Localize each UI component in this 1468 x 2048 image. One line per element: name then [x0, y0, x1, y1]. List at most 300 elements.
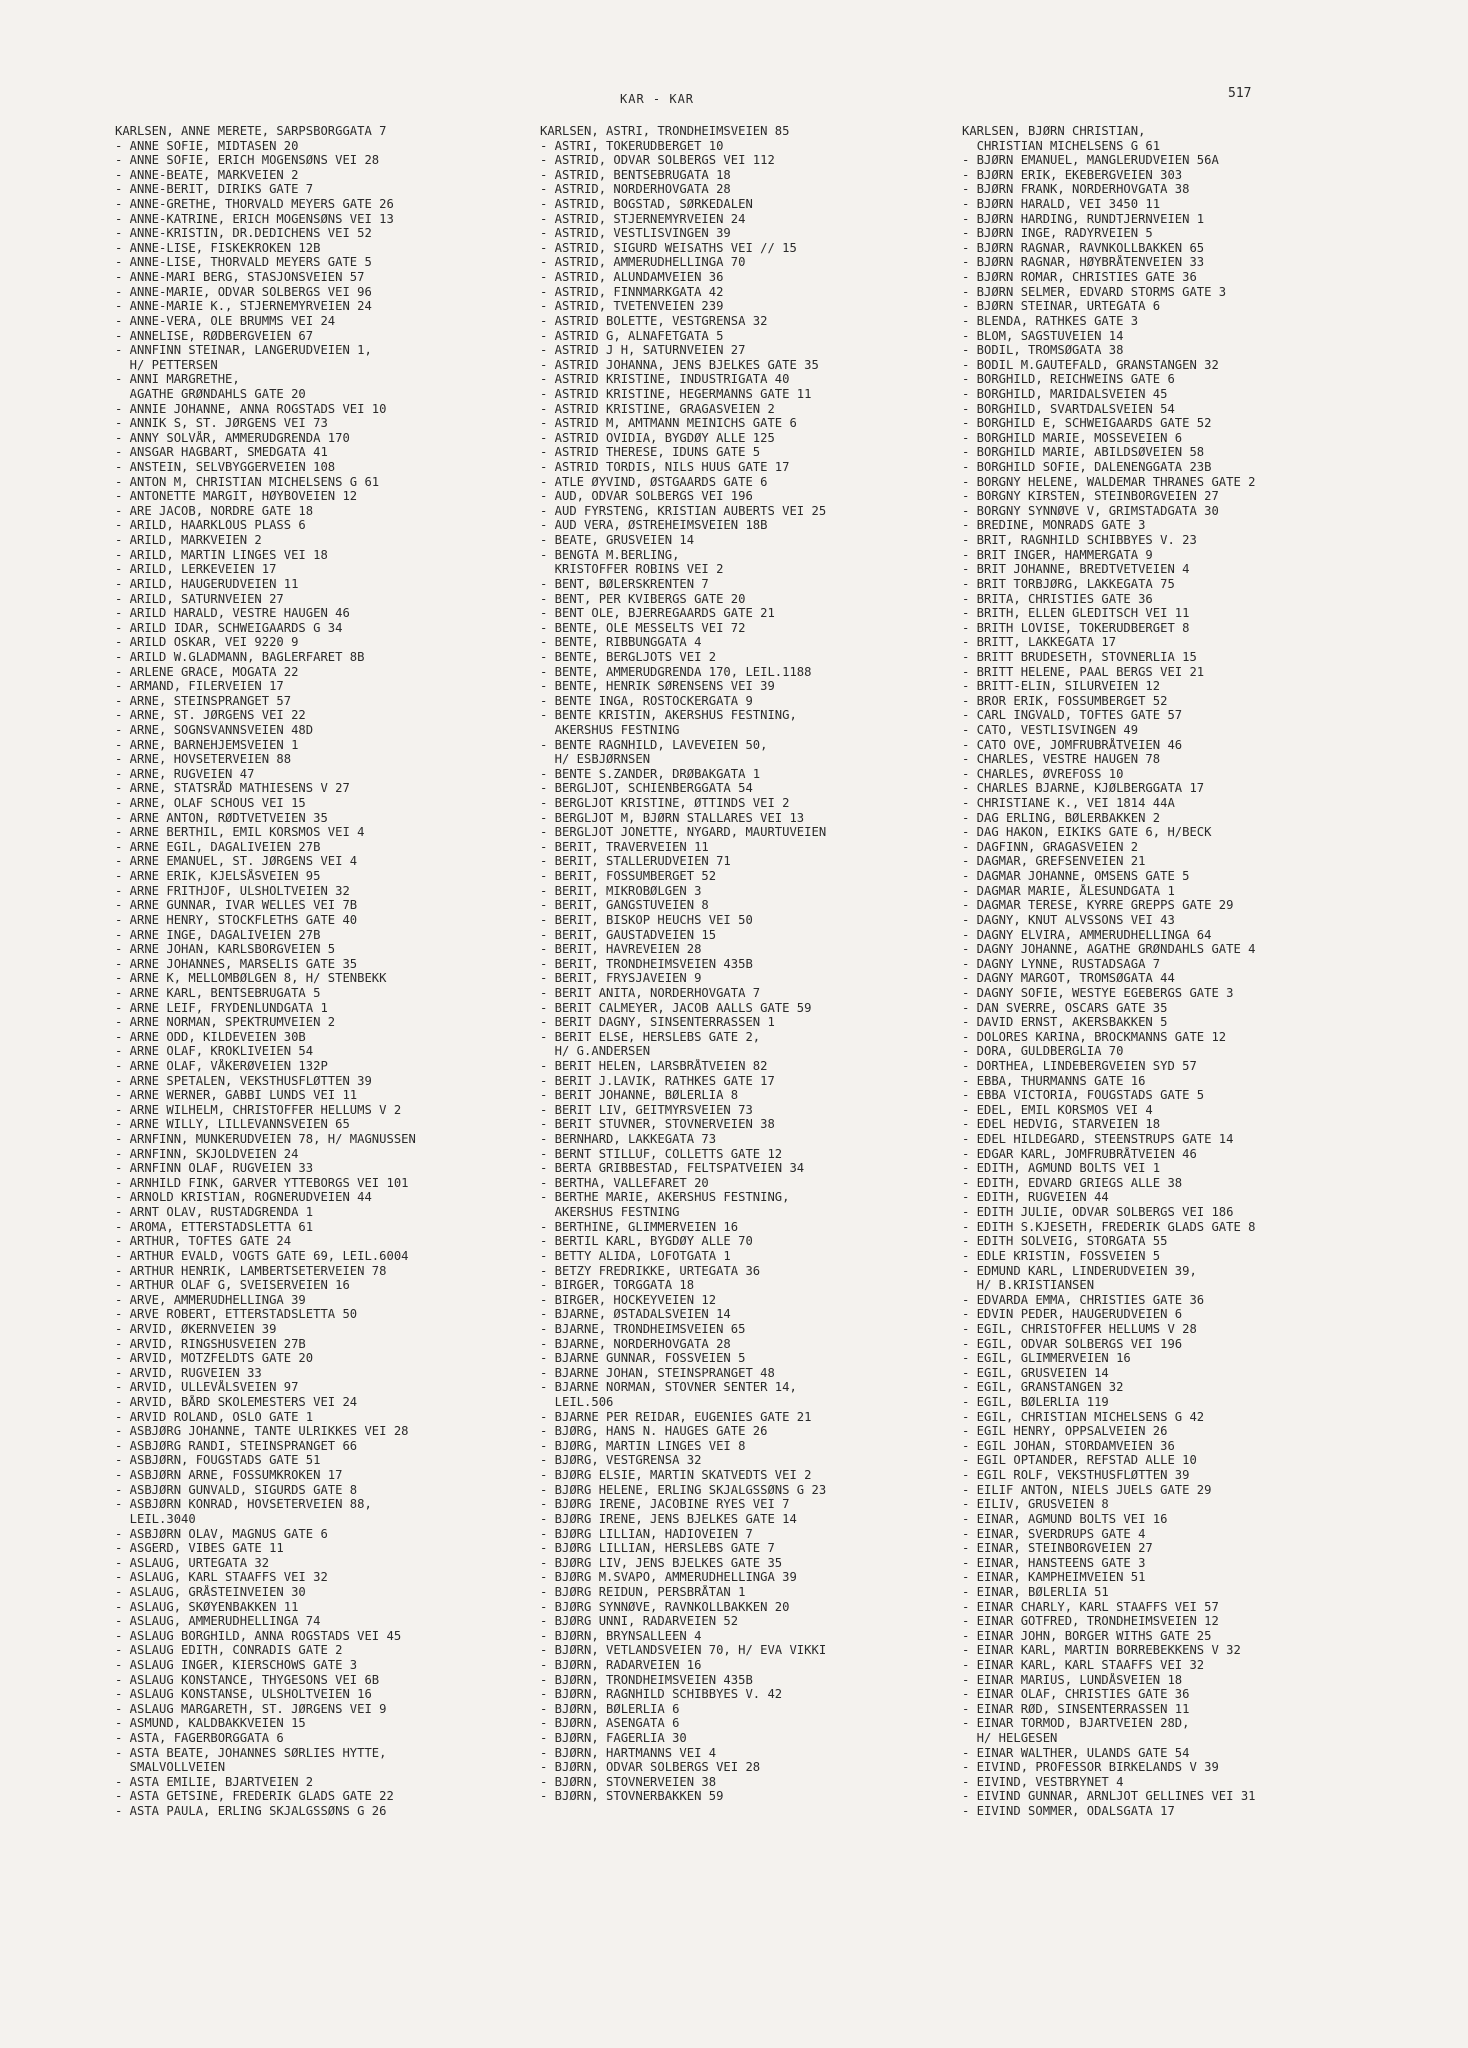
directory-entry-line: - ARNE, BARNEHJEMSVEIEN 1	[115, 737, 299, 752]
directory-entry-line: - ARVID, RINGSHUSVEIEN 27B	[115, 1336, 306, 1351]
directory-entry-line: AKERSHUS FESTNING	[540, 1205, 680, 1220]
directory-entry-line: - BRITT, LAKKEGATA 17	[962, 635, 1117, 650]
directory-entry-line: - EDITH, EDVARD GRIEGS ALLE 38	[962, 1175, 1183, 1190]
directory-entry-line: - BJØRN FRANK, NORDERHOVGATA 38	[962, 182, 1190, 197]
directory-entry-line: - ANSGAR HAGBART, SMEDGATA 41	[115, 445, 328, 460]
directory-entry-line: - ARNHILD FINK, GARVER YTTEBORGS VEI 101	[115, 1175, 409, 1190]
directory-entry-line: - EINAR CHARLY, KARL STAAFFS VEI 57	[962, 1599, 1219, 1614]
directory-entry-line: - EDGAR KARL, JOMFRUBRÅTVEIEN 46	[962, 1146, 1197, 1161]
directory-entry-line: - BIRGER, TORGGATA 18	[540, 1278, 695, 1293]
directory-entry-line: - EBBA, THURMANNS GATE 16	[962, 1073, 1146, 1088]
directory-entry-line: - DAGMAR TERESE, KYRRE GREPPS GATE 29	[962, 898, 1234, 913]
directory-entry-line: KARLSEN, ASTRI, TRONDHEIMSVEIEN 85	[540, 124, 790, 138]
directory-entry-line: - ARNE OLAF, KROKLIVEIEN 54	[115, 1044, 314, 1059]
directory-entry-line: - ANNE-MARI BERG, STASJONSVEIEN 57	[115, 270, 365, 285]
directory-entry-line: - CARL INGVALD, TOFTES GATE 57	[962, 708, 1183, 723]
directory-entry-line: - BORGHILD MARIE, MOSSEVEIEN 6	[962, 430, 1183, 445]
directory-entry-line: - DAG ERLING, BØLERBAKKEN 2	[962, 810, 1161, 825]
directory-entry-line: - ANNELISE, RØDBERGVEIEN 67	[115, 328, 314, 343]
directory-entry-line: - ATLE ØYVIND, ØSTGAARDS GATE 6	[540, 474, 768, 489]
directory-entry-line: - BERIT JOHANNE, BØLERLIA 8	[540, 1088, 739, 1103]
directory-entry-line: - ARILD OSKAR, VEI 9220 9	[115, 635, 299, 650]
directory-entry-line: - BJARNE JOHAN, STEINSPRANGET 48	[540, 1365, 775, 1380]
directory-entry-line: - BJØRN, VETLANDSVEIEN 70, H/ EVA VIKKI	[540, 1643, 827, 1658]
directory-entry-line: - ARNE ODD, KILDEVEIEN 30B	[115, 1029, 306, 1044]
directory-entry-line: - ANTONETTE MARGIT, HØYBOVEIEN 12	[115, 489, 358, 504]
directory-column-2	[540, 124, 960, 1804]
directory-entry-line: - BORGHILD, MARIDALSVEIEN 45	[962, 386, 1168, 401]
directory-entry-line: - AROMA, ETTERSTADSLETTA 61	[115, 1219, 314, 1234]
directory-entry-line: - BJØRN HARDING, RUNDTJERNVEIEN 1	[962, 211, 1205, 226]
directory-entry-line: KARLSEN, ANNE MERETE, SARPSBORGGATA 7	[115, 124, 387, 138]
directory-entry-line: - BODIL, TROMSØGATA 38	[962, 343, 1124, 358]
directory-entry-line: - EGIL, GRANSTANGEN 32	[962, 1380, 1124, 1395]
directory-entry-line: - ANNE-MARIE K., STJERNEMYRVEIEN 24	[115, 299, 372, 314]
directory-entry-line: - ARLENE GRACE, MOGATA 22	[115, 664, 299, 679]
directory-entry-line: - BENTE RAGNHILD, LAVEVEIEN 50,	[540, 737, 768, 752]
directory-entry-line: - ASGERD, VIBES GATE 11	[115, 1541, 284, 1556]
directory-entry-line: - ASLAUG EDITH, CONRADIS GATE 2	[115, 1643, 343, 1658]
directory-entry-line: - ASTRID, TVETENVEIEN 239	[540, 299, 724, 314]
directory-entry-line: - BENTE KRISTIN, AKERSHUS FESTNING,	[540, 708, 797, 723]
directory-entry-line: - BJØRN, RAGNHILD SCHIBBYES V. 42	[540, 1687, 783, 1702]
directory-entry-line: - EDITH, RUGVEIEN 44	[962, 1190, 1109, 1205]
directory-entry-line: - BJØRN SELMER, EDVARD STORMS GATE 3	[962, 284, 1227, 299]
directory-entry-line: - BJARNE, TRONDHEIMSVEIEN 65	[540, 1321, 746, 1336]
directory-entry-line: - BJØRG REIDUN, PERSBRÅTAN 1	[540, 1584, 746, 1599]
directory-column-3	[962, 124, 1412, 1819]
directory-entry-line: - BJØRG LIV, JENS BJELKES GATE 35	[540, 1555, 783, 1570]
directory-entry-line: - BERIT ANITA, NORDERHOVGATA 7	[540, 985, 761, 1000]
directory-entry-line: - ASLAUG, SKØYENBAKKEN 11	[115, 1599, 299, 1614]
directory-entry-line: - EDMUND KARL, LINDERUDVEIEN 39,	[962, 1263, 1197, 1278]
directory-entry-line: KARLSEN, BJØRN CHRISTIAN,	[962, 124, 1146, 138]
directory-entry-line: - ARNE, OLAF SCHOUS VEI 15	[115, 796, 306, 811]
directory-entry-line: AGATHE GRØNDAHLS GATE 20	[115, 386, 306, 401]
directory-entry-line: - ARMAND, FILERVEIEN 17	[115, 679, 284, 694]
directory-entry-line: - DAG HAKON, EIKIKS GATE 6, H/BECK	[962, 825, 1212, 840]
directory-entry-line: - DAGMAR JOHANNE, OMSENS GATE 5	[962, 869, 1190, 884]
directory-entry-line: - BJØRN RAGNAR, RAVNKOLLBAKKEN 65	[962, 240, 1205, 255]
directory-entry-line: - ARNE SPETALEN, VEKSTHUSFLØTTEN 39	[115, 1073, 372, 1088]
directory-entry-line: KRISTOFFER ROBINS VEI 2	[540, 562, 724, 577]
directory-entry-line: - BERTHE MARIE, AKERSHUS FESTNING,	[540, 1190, 790, 1205]
directory-entry-line: - ASTRID, NORDERHOVGATA 28	[540, 182, 731, 197]
directory-entry-line: - BERIT CALMEYER, JACOB AALLS GATE 59	[540, 1000, 812, 1015]
directory-entry-line: - ARNE, RUGVEIEN 47	[115, 766, 255, 781]
directory-entry-line: - BERIT ELSE, HERSLEBS GATE 2,	[540, 1029, 761, 1044]
directory-entry-line: - BORGHILD MARIE, ABILDSØVEIEN 58	[962, 445, 1205, 460]
directory-entry-line: - DAGFINN, GRAGASVEIEN 2	[962, 839, 1139, 854]
directory-entry-line: - ANNE-KATRINE, ERICH MOGENSØNS VEI 13	[115, 211, 394, 226]
directory-entry-line: - CHARLES, VESTRE HAUGEN 78	[962, 752, 1161, 767]
directory-entry-line: - BERIT, GAUSTADVEIEN 15	[540, 927, 717, 942]
directory-entry-line: - BERIT, FRYSJAVEIEN 9	[540, 971, 702, 986]
directory-entry-line: - BJØRN ROMAR, CHRISTIES GATE 36	[962, 270, 1197, 285]
directory-entry-line: - ARNE KARL, BENTSEBRUGATA 5	[115, 985, 321, 1000]
directory-entry-line: - BORGHILD, REICHWEINS GATE 6	[962, 372, 1175, 387]
directory-entry-line: - ARNFINN, SKJOLDVEIEN 24	[115, 1146, 299, 1161]
directory-entry-line: - ASTRID OVIDIA, BYGDØY ALLE 125	[540, 430, 775, 445]
directory-entry-line: - ASBJØRN, FOUGSTADS GATE 51	[115, 1453, 321, 1468]
directory-entry-line: - CHARLES, ØVREFOSS 10	[962, 766, 1124, 781]
directory-entry-line: - ARNE WILHELM, CHRISTOFFER HELLUMS V 2	[115, 1102, 402, 1117]
directory-entry-line: - BJØRN, FAGERLIA 30	[540, 1731, 687, 1746]
directory-entry-line: - BRITH LOVISE, TOKERUDBERGET 8	[962, 620, 1190, 635]
directory-entry-line: - EDITH SOLVEIG, STORGATA 55	[962, 1234, 1168, 1249]
directory-entry-line: H/ B.KRISTIANSEN	[962, 1278, 1095, 1293]
directory-entry-line: - ARNE BERTHIL, EMIL KORSMOS VEI 4	[115, 825, 365, 840]
directory-entry-line: - BENTE INGA, ROSTOCKERGATA 9	[540, 693, 753, 708]
directory-entry-line: - BENGTA M.BERLING,	[540, 547, 680, 562]
directory-entry-line: - EDVIN PEDER, HAUGERUDVEIEN 6	[962, 1307, 1183, 1322]
directory-entry-line: - ASTRI, TOKERUDBERGET 10	[540, 138, 724, 153]
directory-entry-line: - BJØRG IRENE, JENS BJELKES GATE 14	[540, 1511, 797, 1526]
directory-entry-line: - BLOM, SAGSTUVEIEN 14	[962, 328, 1124, 343]
directory-entry-line: - ARVID, BÅRD SKOLEMESTERS VEI 24	[115, 1395, 358, 1410]
directory-entry-line: - ASLAUG INGER, KIERSCHOWS GATE 3	[115, 1657, 358, 1672]
directory-entry-line: - EGIL, CHRISTOFFER HELLUMS V 28	[962, 1321, 1197, 1336]
directory-entry-line: - ARNE ERIK, KJELSÅSVEIEN 95	[115, 869, 321, 884]
directory-entry-line: - BORGHILD, SVARTDALSVEIEN 54	[962, 401, 1175, 416]
directory-entry-line: - DAGNY LYNNE, RUSTADSAGA 7	[962, 956, 1161, 971]
directory-entry-line: - BERIT, TRONDHEIMSVEIEN 435B	[540, 956, 753, 971]
directory-entry-line: - ASTRID JOHANNA, JENS BJELKES GATE 35	[540, 357, 819, 372]
directory-entry-line: - ARVE ROBERT, ETTERSTADSLETTA 50	[115, 1307, 358, 1322]
directory-entry-line: - ASTRID, AMMERUDHELLINGA 70	[540, 255, 746, 270]
directory-entry-line: - ASLAUG, GRÅSTEINVEIEN 30	[115, 1584, 306, 1599]
directory-entry-line: - EIVIND GUNNAR, ARNLJOT GELLINES VEI 31	[962, 1789, 1256, 1804]
directory-entry-line: - ARNT OLAV, RUSTADGRENDA 1	[115, 1205, 314, 1220]
directory-entry-line: - BERIT, GANGSTUVEIEN 8	[540, 898, 709, 913]
directory-entry-line: - ARNE K, MELLOMBØLGEN 8, H/ STENBEKK	[115, 971, 387, 986]
directory-entry-line: - ASTRID KRISTINE, HEGERMANNS GATE 11	[540, 386, 812, 401]
directory-entry-line: - BENT, BØLERSKRENTEN 7	[540, 576, 709, 591]
directory-entry-line: - ARNE FRITHJOF, ULSHOLTVEIEN 32	[115, 883, 350, 898]
directory-entry-line: - CATO OVE, JOMFRUBRÅTVEIEN 46	[962, 737, 1183, 752]
directory-entry-line: - BJARNE GUNNAR, FOSSVEIEN 5	[540, 1351, 746, 1366]
directory-entry-line: - CATO, VESTLISVINGEN 49	[962, 722, 1139, 737]
directory-entry-line: - BENTE, HENRIK SØRENSENS VEI 39	[540, 679, 775, 694]
directory-entry-line: - BENTE S.ZANDER, DRØBAKGATA 1	[540, 766, 761, 781]
directory-entry-line: - BJØRN, ODVAR SOLBERGS VEI 28	[540, 1760, 761, 1775]
directory-entry-line: - ASLAUG, KARL STAAFFS VEI 32	[115, 1570, 328, 1585]
directory-entry-line: - ASTRID, ALUNDAMVEIEN 36	[540, 270, 724, 285]
directory-entry-line: - BENTE, OLE MESSELTS VEI 72	[540, 620, 746, 635]
directory-entry-line: - EDITH JULIE, ODVAR SOLBERGS VEI 186	[962, 1205, 1234, 1220]
directory-entry-line: H/ PETTERSEN	[115, 357, 218, 372]
directory-entry-line: - BETTY ALIDA, LOFOTGATA 1	[540, 1248, 731, 1263]
directory-entry-line: - EDEL HEDVIG, STARVEIEN 18	[962, 1117, 1161, 1132]
directory-entry-line: - EIVIND SOMMER, ODALSGATA 17	[962, 1804, 1175, 1819]
directory-entry-line: - BJØRG HELENE, ERLING SKJALGSSØNS G 23	[540, 1482, 827, 1497]
directory-entry-line: - ARNE, ST. JØRGENS VEI 22	[115, 708, 306, 723]
directory-entry-line: - AUD FYRSTENG, KRISTIAN AUBERTS VEI 25	[540, 503, 827, 518]
directory-entry-line: - BJØRN EMANUEL, MANGLERUDVEIEN 56A	[962, 153, 1219, 168]
directory-entry-line: - BJØRG LILLIAN, HERSLEBS GATE 7	[540, 1541, 775, 1556]
directory-entry-line: - EINAR JOHN, BORGER WITHS GATE 25	[962, 1628, 1212, 1643]
directory-entry-line: - BERTHA, VALLEFARET 20	[540, 1175, 709, 1190]
directory-entry-line: - DAGMAR MARIE, ÅLESUNDGATA 1	[962, 883, 1175, 898]
directory-entry-line: - BJØRN RAGNAR, HØYBRÅTENVEIEN 33	[962, 255, 1205, 270]
directory-entry-line: - EILIV, GRUSVEIEN 8	[962, 1497, 1109, 1512]
directory-entry-line: - EINAR TORMOD, BJARTVEIEN 28D,	[962, 1716, 1190, 1731]
directory-entry-line: H/ HELGESEN	[962, 1731, 1058, 1746]
directory-entry-line: - ARILD, HAARKLOUS PLASS 6	[115, 518, 306, 533]
directory-entry-line: - ARILD W.GLADMANN, BAGLERFARET 8B	[115, 649, 365, 664]
directory-entry-line: - BJØRN, STOVNERBAKKEN 59	[540, 1789, 724, 1804]
directory-entry-line: - BJØRN, STOVNERVEIEN 38	[540, 1774, 717, 1789]
directory-entry-line: - BERIT, BISKOP HEUCHS VEI 50	[540, 912, 753, 927]
directory-entry-line: - ARVID, MOTZFELDTS GATE 20	[115, 1351, 314, 1366]
directory-entry-line: - BJØRG M.SVAPO, AMMERUDHELLINGA 39	[540, 1570, 797, 1585]
directory-entry-line: - ASTA, FAGERBORGGATA 6	[115, 1731, 284, 1746]
directory-entry-line: - ARNE, HOVSETERVEIEN 88	[115, 752, 292, 767]
directory-entry-line: - ASLAUG MARGARETH, ST. JØRGENS VEI 9	[115, 1701, 387, 1716]
directory-entry-line: - ARNE EGIL, DAGALIVEIEN 27B	[115, 839, 321, 854]
directory-entry-line: - ANNI MARGRETHE,	[115, 372, 240, 387]
directory-entry-line: - BJARNE NORMAN, STOVNER SENTER 14,	[540, 1380, 797, 1395]
directory-entry-line: - ANNIE JOHANNE, ANNA ROGSTADS VEI 10	[115, 401, 387, 416]
directory-entry-line: - ASLAUG KONSTANSE, ULSHOLTVEIEN 16	[115, 1687, 372, 1702]
directory-entry-line: - ARILD, HAUGERUDVEIEN 11	[115, 576, 299, 591]
directory-entry-line: - BRITA, CHRISTIES GATE 36	[962, 591, 1153, 606]
directory-entry-line: LEIL.506	[540, 1395, 614, 1410]
directory-entry-line: - ARNE EMANUEL, ST. JØRGENS VEI 4	[115, 854, 358, 869]
directory-entry-line: - BJØRN HARALD, VEI 3450 11	[962, 197, 1161, 212]
directory-entry-line: H/ G.ANDERSEN	[540, 1044, 651, 1059]
directory-entry-line: - ARVID ROLAND, OSLO GATE 1	[115, 1409, 314, 1424]
directory-entry-line: - EDITH, AGMUND BOLTS VEI 1	[962, 1161, 1161, 1176]
directory-entry-line: - BJØRG, HANS N. HAUGES GATE 26	[540, 1424, 768, 1439]
directory-entry-line: - BERNHARD, LAKKEGATA 73	[540, 1132, 717, 1147]
directory-entry-line: - ANNE-LISE, THORVALD MEYERS GATE 5	[115, 255, 372, 270]
directory-entry-line: CHRISTIAN MICHELSENS G 61	[962, 138, 1161, 153]
directory-entry-line: - EINAR MARIUS, LUNDÅSVEIEN 18	[962, 1672, 1183, 1687]
directory-entry-line: - ARNE GUNNAR, IVAR WELLES VEI 7B	[115, 898, 358, 913]
directory-entry-line: - BERTIL KARL, BYGDØY ALLE 70	[540, 1234, 753, 1249]
directory-entry-line: - BJØRG UNNI, RADARVEIEN 52	[540, 1614, 739, 1629]
directory-entry-line: - ARNE WILLY, LILLEVANNSVEIEN 65	[115, 1117, 350, 1132]
directory-entry-line: - ARNE INGE, DAGALIVEIEN 27B	[115, 927, 321, 942]
directory-entry-line: - ASTRID THERESE, IDUNS GATE 5	[540, 445, 761, 460]
directory-entry-line: - DORA, GULDBERGLIA 70	[962, 1044, 1124, 1059]
directory-entry-line: - ASBJØRG JOHANNE, TANTE ULRIKKES VEI 28	[115, 1424, 409, 1439]
directory-entry-line: - ARTHUR EVALD, VOGTS GATE 69, LEIL.6004	[115, 1248, 409, 1263]
directory-column-1	[115, 124, 535, 1819]
directory-entry-line: - ASTRID, STJERNEMYRVEIEN 24	[540, 211, 746, 226]
directory-entry-line: - EDLE KRISTIN, FOSSVEIEN 5	[962, 1248, 1161, 1263]
directory-entry-line: - ARNOLD KRISTIAN, ROGNERUDVEIEN 44	[115, 1190, 372, 1205]
directory-entry-line: - BRIT, RAGNHILD SCHIBBYES V. 23	[962, 533, 1197, 548]
directory-entry-line: - ANNE-LISE, FISKEKROKEN 12B	[115, 240, 321, 255]
directory-entry-line: - BJARNE, ØSTADALSVEIEN 14	[540, 1307, 731, 1322]
directory-entry-line: - ARNE JOHAN, KARLSBORGVEIEN 5	[115, 942, 336, 957]
directory-entry-line: - BROR ERIK, FOSSUMBERGET 52	[962, 693, 1168, 708]
directory-entry-line: - ANNIK S, ST. JØRGENS VEI 73	[115, 416, 328, 431]
directory-entry-line: - ASLAUG, AMMERUDHELLINGA 74	[115, 1614, 321, 1629]
directory-entry-line: - EGIL, BØLERLIA 119	[962, 1395, 1109, 1410]
directory-entry-line: - BERNT STILLUF, COLLETTS GATE 12	[540, 1146, 783, 1161]
directory-entry-line: - BRITT HELENE, PAAL BERGS VEI 21	[962, 664, 1205, 679]
directory-entry-line: - BORGNY SYNNØVE V, GRIMSTADGATA 30	[962, 503, 1219, 518]
directory-entry-line: - DAGMAR, GREFSENVEIEN 21	[962, 854, 1146, 869]
directory-entry-line: - ANNE-GRETHE, THORVALD MEYERS GATE 26	[115, 197, 394, 212]
directory-entry-line: - ANTON M, CHRISTIAN MICHELSENS G 61	[115, 474, 380, 489]
directory-entry-line: - BJØRG SYNNØVE, RAVNKOLLBAKKEN 20	[540, 1599, 790, 1614]
directory-entry-line: - EINAR, BØLERLIA 51	[962, 1584, 1109, 1599]
directory-entry-line: - BREDINE, MONRADS GATE 3	[962, 518, 1146, 533]
directory-entry-line: - BERIT, MIKROBØLGEN 3	[540, 883, 702, 898]
directory-entry-line: - BERIT DAGNY, SINSENTERRASSEN 1	[540, 1015, 775, 1030]
directory-entry-line: - BJØRG, VESTGRENSA 32	[540, 1453, 702, 1468]
directory-entry-line: - EGIL OPTANDER, REFSTAD ALLE 10	[962, 1453, 1197, 1468]
directory-entry-line: - EINAR, SVERDRUPS GATE 4	[962, 1526, 1146, 1541]
directory-entry-line: - BERIT LIV, GEITMYRSVEIEN 73	[540, 1102, 753, 1117]
directory-entry-line: - ANNY SOLVÅR, AMMERUDGRENDA 170	[115, 430, 350, 445]
directory-entry-line: - ANNE SOFIE, ERICH MOGENSØNS VEI 28	[115, 153, 380, 168]
directory-entry-line: - EINAR OLAF, CHRISTIES GATE 36	[962, 1687, 1190, 1702]
directory-entry-line: - EINAR WALTHER, ULANDS GATE 54	[962, 1745, 1190, 1760]
directory-entry-line: - ASTRID BOLETTE, VESTGRENSA 32	[540, 313, 768, 328]
directory-entry-line: - ASTRID, BOGSTAD, SØRKEDALEN	[540, 197, 753, 212]
directory-entry-line: - BENT, PER KVIBERGS GATE 20	[540, 591, 746, 606]
directory-entry-line: - ANNE-VERA, OLE BRUMMS VEI 24	[115, 313, 336, 328]
directory-entry-line: - BRIT TORBJØRG, LAKKEGATA 75	[962, 576, 1175, 591]
directory-entry-line: - BJØRG LILLIAN, HADIOVEIEN 7	[540, 1526, 753, 1541]
directory-entry-line: - ASBJØRG RANDI, STEINSPRANGET 66	[115, 1438, 358, 1453]
directory-entry-line: - BJØRG, MARTIN LINGES VEI 8	[540, 1438, 746, 1453]
directory-entry-line: - ARILD, SATURNVEIEN 27	[115, 591, 284, 606]
directory-entry-line: - BORGHILD SOFIE, DALENENGGATA 23B	[962, 460, 1212, 475]
directory-entry-line: - BJØRN, BØLERLIA 6	[540, 1701, 680, 1716]
directory-entry-line: - ASTRID, FINNMARKGATA 42	[540, 284, 724, 299]
directory-entry-line: - ASTRID, SIGURD WEISATHS VEI // 15	[540, 240, 797, 255]
directory-entry-line: - BETZY FREDRIKKE, URTEGATA 36	[540, 1263, 761, 1278]
directory-entry-line: - BRIT JOHANNE, BREDTVETVEIEN 4	[962, 562, 1190, 577]
directory-entry-line: - EGIL, GLIMMERVEIEN 16	[962, 1351, 1131, 1366]
directory-entry-line: - ASBJØRN OLAV, MAGNUS GATE 6	[115, 1526, 328, 1541]
directory-entry-line: - BLENDA, RATHKES GATE 3	[962, 313, 1139, 328]
directory-entry-line: AKERSHUS FESTNING	[540, 722, 680, 737]
directory-entry-line: - ANNE-BERIT, DIRIKS GATE 7	[115, 182, 314, 197]
directory-entry-line: - ASTA GETSINE, FREDERIK GLADS GATE 22	[115, 1789, 394, 1804]
directory-entry-line: - EGIL ROLF, VEKSTHUSFLØTTEN 39	[962, 1468, 1190, 1483]
directory-entry-line: - BERGLJOT M, BJØRN STALLARES VEI 13	[540, 810, 805, 825]
directory-entry-line: - EINAR, KAMPHEIMVEIEN 51	[962, 1570, 1146, 1585]
directory-entry-line: - EINAR GOTFRED, TRONDHEIMSVEIEN 12	[962, 1614, 1219, 1629]
directory-entry-line: - ASTRID KRISTINE, INDUSTRIGATA 40	[540, 372, 790, 387]
directory-entry-line: - ARNE, SOGNSVANNSVEIEN 48D	[115, 722, 314, 737]
directory-entry-line: - EILIF ANTON, NIELS JUELS GATE 29	[962, 1482, 1212, 1497]
directory-entry-line: - ARNFINN OLAF, RUGVEIEN 33	[115, 1161, 314, 1176]
directory-entry-line: - ASBJØRN ARNE, FOSSUMKROKEN 17	[115, 1468, 343, 1483]
directory-entry-line: - ARTHUR OLAF G, SVEISERVEIEN 16	[115, 1278, 350, 1293]
directory-entry-line: - DAGNY, KNUT ALVSSONS VEI 43	[962, 912, 1175, 927]
directory-entry-line: - ARILD HARALD, VESTRE HAUGEN 46	[115, 606, 350, 621]
directory-entry-line: - BJØRN INGE, RADYRVEIEN 5	[962, 226, 1153, 241]
page-number: 517	[1228, 86, 1252, 101]
directory-entry-line: - ANNFINN STEINAR, LANGERUDVEIEN 1,	[115, 343, 372, 358]
directory-entry-line: - ARE JACOB, NORDRE GATE 18	[115, 503, 314, 518]
directory-entry-line: - BJØRN, RADARVEIEN 16	[540, 1657, 702, 1672]
directory-entry-line: - EGIL, CHRISTIAN MICHELSENS G 42	[962, 1409, 1205, 1424]
directory-entry-line: - BERGLJOT KRISTINE, ØTTINDS VEI 2	[540, 796, 790, 811]
directory-entry-line: - ARVE, AMMERUDHELLINGA 39	[115, 1292, 306, 1307]
directory-entry-line: - DAGNY SOFIE, WESTYE EGEBERGS GATE 3	[962, 985, 1234, 1000]
directory-entry-line: - DAGNY MARGOT, TROMSØGATA 44	[962, 971, 1175, 986]
directory-entry-line: - EGIL, ODVAR SOLBERGS VEI 196	[962, 1336, 1183, 1351]
directory-entry-line: - ARNE WERNER, GABBI LUNDS VEI 11	[115, 1088, 358, 1103]
directory-entry-line: - CHRISTIANE K., VEI 1814 44A	[962, 796, 1175, 811]
directory-entry-line: - BERGLJOT, SCHIENBERGGATA 54	[540, 781, 753, 796]
directory-entry-line: - ARNE ANTON, RØDTVETVEIEN 35	[115, 810, 328, 825]
directory-entry-line: - BJARNE, NORDERHOVGATA 28	[540, 1336, 731, 1351]
directory-entry-line: - EIVIND, PROFESSOR BIRKELANDS V 39	[962, 1760, 1219, 1775]
directory-entry-line: - ASTRID J H, SATURNVEIEN 27	[540, 343, 746, 358]
directory-entry-line: - ARNE JOHANNES, MARSELIS GATE 35	[115, 956, 358, 971]
directory-entry-line: - DAVID ERNST, AKERSBAKKEN 5	[962, 1015, 1168, 1030]
directory-entry-line: - ANNE SOFIE, MIDTASEN 20	[115, 138, 299, 153]
directory-entry-line: - EINAR, STEINBORGVEIEN 27	[962, 1541, 1153, 1556]
directory-entry-line: - EBBA VICTORIA, FOUGSTADS GATE 5	[962, 1088, 1205, 1103]
directory-entry-line: - ARILD IDAR, SCHWEIGAARDS G 34	[115, 620, 343, 635]
directory-entry-line: - ARNE HENRY, STOCKFLETHS GATE 40	[115, 912, 358, 927]
directory-entry-line: - EDITH S.KJESETH, FREDERIK GLADS GATE 8	[962, 1219, 1256, 1234]
directory-entry-line: - EINAR KARL, KARL STAAFFS VEI 32	[962, 1657, 1205, 1672]
directory-entry-line: - BERIT, STALLERUDVEIEN 71	[540, 854, 731, 869]
directory-entry-line: - AUD, ODVAR SOLBERGS VEI 196	[540, 489, 753, 504]
directory-entry-line: - CHARLES BJARNE, KJØLBERGGATA 17	[962, 781, 1205, 796]
directory-entry-line: - BERIT STUVNER, STOVNERVEIEN 38	[540, 1117, 775, 1132]
directory-entry-line: - BENTE, AMMERUDGRENDA 170, LEIL.1188	[540, 664, 812, 679]
directory-entry-line: - DORTHEA, LINDEBERGVEIEN SYD 57	[962, 1059, 1197, 1073]
directory-entry-line: - ASTA EMILIE, BJARTVEIEN 2	[115, 1774, 314, 1789]
directory-entry-line: - BJARNE PER REIDAR, EUGENIES GATE 21	[540, 1409, 812, 1424]
running-header: KAR - KAR	[620, 92, 695, 106]
directory-entry-line: - EGIL, GRUSVEIEN 14	[962, 1365, 1109, 1380]
directory-entry-line: - EINAR KARL, MARTIN BORREBEKKENS V 32	[962, 1643, 1241, 1658]
directory-entry-line: - EIVIND, VESTBRYNET 4	[962, 1774, 1124, 1789]
directory-entry-line: - BERIT, HAVREVEIEN 28	[540, 942, 702, 957]
directory-entry-line: - ANNE-BEATE, MARKVEIEN 2	[115, 167, 299, 182]
directory-entry-line: - ASMUND, KALDBAKKVEIEN 15	[115, 1716, 306, 1731]
directory-entry-line: - DAGNY ELVIRA, AMMERUDHELLINGA 64	[962, 927, 1212, 942]
directory-entry-line: - ARTHUR, TOFTES GATE 24	[115, 1234, 292, 1249]
directory-entry-line: - ASTRID, BENTSEBRUGATA 18	[540, 167, 731, 182]
directory-entry-line: - BERIT J.LAVIK, RATHKES GATE 17	[540, 1073, 775, 1088]
directory-entry-line: - BJØRN, ASENGATA 6	[540, 1716, 680, 1731]
directory-entry-line: - BJØRG IRENE, JACOBINE RYES VEI 7	[540, 1497, 790, 1512]
directory-entry-line: - BJØRN, BRYNSALLEEN 4	[540, 1628, 702, 1643]
directory-entry-line: - DAGNY JOHANNE, AGATHE GRØNDAHLS GATE 4	[962, 942, 1256, 957]
directory-entry-line: - ARTHUR HENRIK, LAMBERTSETERVEIEN 78	[115, 1263, 387, 1278]
directory-entry-line: - EGIL JOHAN, STORDAMVEIEN 36	[962, 1438, 1175, 1453]
directory-entry-line: - ARNE LEIF, FRYDENLUNDGATA 1	[115, 1000, 328, 1015]
directory-entry-line: SMALVOLLVEIEN	[115, 1760, 226, 1775]
directory-entry-line: - BJØRN ERIK, EKEBERGVEIEN 303	[962, 167, 1183, 182]
directory-entry-line: - ARVID, ØKERNVEIEN 39	[115, 1321, 277, 1336]
directory-entry-line: - BERGLJOT JONETTE, NYGARD, MAURTUVEIEN	[540, 825, 827, 840]
directory-entry-line: - ANNE-KRISTIN, DR.DEDICHENS VEI 52	[115, 226, 372, 241]
directory-entry-line: - EDVARDA EMMA, CHRISTIES GATE 36	[962, 1292, 1205, 1307]
directory-entry-line: - ARNE NORMAN, SPEKTRUMVEIEN 2	[115, 1015, 336, 1030]
directory-entry-line: - BENTE, BERGLJOTS VEI 2	[540, 649, 717, 664]
directory-entry-line: - ASLAUG, URTEGATA 32	[115, 1555, 270, 1570]
directory-entry-line: - ASTRID M, AMTMANN MEINICHS GATE 6	[540, 416, 797, 431]
directory-entry-line: - ASTRID KRISTINE, GRAGASVEIEN 2	[540, 401, 775, 416]
directory-entry-line: - ASTRID TORDIS, NILS HUUS GATE 17	[540, 460, 790, 475]
